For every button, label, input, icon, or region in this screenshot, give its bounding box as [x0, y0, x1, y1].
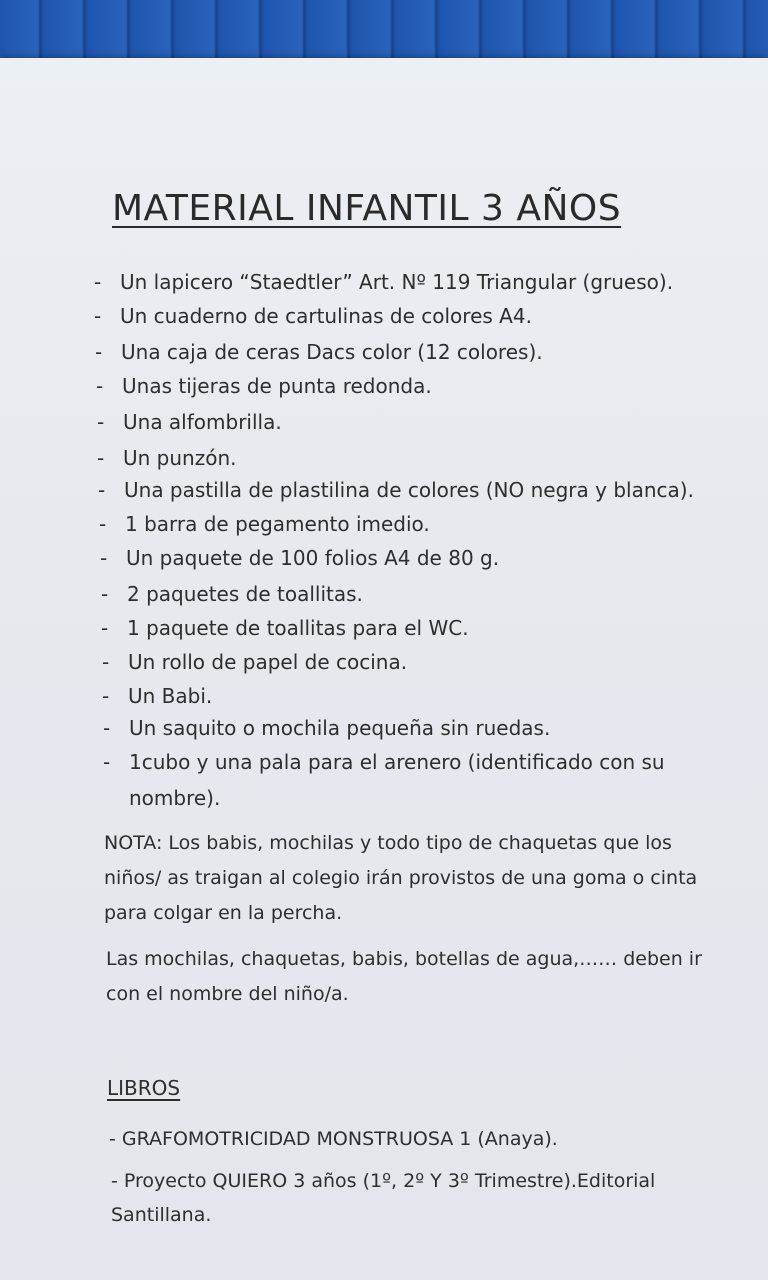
list-bullet: - [96, 374, 104, 398]
list-item-text: Un saquito o mochila pequeña sin ruedas. [129, 716, 551, 740]
list-item-text: Un Babi. [128, 684, 213, 708]
list-item-continuation [129, 786, 220, 810]
list-item-text: Un paquete de 100 folios A4 de 80 g. [126, 546, 500, 570]
names-paragraph: Las mochilas, chaquetas, babis, botellas de agua,…… deben ir con el nombre del niño/a. [106, 948, 702, 1005]
list-item-text: Una alfombrilla. [123, 410, 282, 434]
list-bullet: - [98, 478, 106, 502]
book-item: - Proyecto QUIERO 3 años (1º, 2º Y 3º Trimestre).Editorial Santillana. [111, 1170, 656, 1226]
note-paragraph: NOTA: Los babis, mochilas y todo tipo de chaquetas que los niños/ as traigan al colegio irán provistos de una goma o cinta para colgar en la percha. [104, 832, 698, 924]
list-bullet: - [94, 304, 102, 328]
list-bullet: - [103, 750, 111, 774]
list-bullet: - [103, 716, 111, 740]
list-item-text: Un punzón. [123, 446, 237, 470]
list-item-text: Una pastilla de plastilina de colores (NO negra y blanca). [124, 478, 694, 502]
list-item-text: 1cubo y una pala para el arenero (identificado con su [129, 750, 665, 774]
list-bullet: - [99, 512, 107, 536]
list-item-text: 1 barra de pegamento imedio. [125, 512, 430, 536]
list-item-text: Un cuaderno de cartulinas de colores A4. [120, 304, 532, 328]
list-bullet: - [102, 684, 110, 708]
list-item-text: Unas tijeras de punta redonda. [122, 374, 432, 398]
list-item-text: nombre). [129, 786, 221, 810]
list-item-text: Un lapicero “Staedtler” Art. Nº 119 Triangular (grueso). [120, 270, 674, 294]
list-bullet: - [102, 650, 110, 674]
list-bullet: - [101, 616, 109, 640]
list-bullet: - [101, 582, 109, 606]
list-bullet: - [100, 546, 108, 570]
list-item-text: 1 paquete de toallitas para el WC. [127, 616, 469, 640]
books-heading: LIBROS [107, 1076, 181, 1100]
list-item-text: Una caja de ceras Dacs color (12 colores). [121, 340, 543, 364]
list-bullet: - [95, 340, 103, 364]
list-bullet: - [97, 446, 105, 470]
book-item: - GRAFOMOTRICIDAD MONSTRUOSA 1 (Anaya). [109, 1128, 558, 1150]
list-item-text: 2 paquetes de toallitas. [127, 582, 363, 606]
list-bullet: - [94, 270, 102, 294]
list-item-text: Un rollo de papel de cocina. [128, 650, 408, 674]
page-title: MATERIAL INFANTIL 3 AÑOS [112, 188, 622, 229]
list-bullet: - [97, 410, 105, 434]
